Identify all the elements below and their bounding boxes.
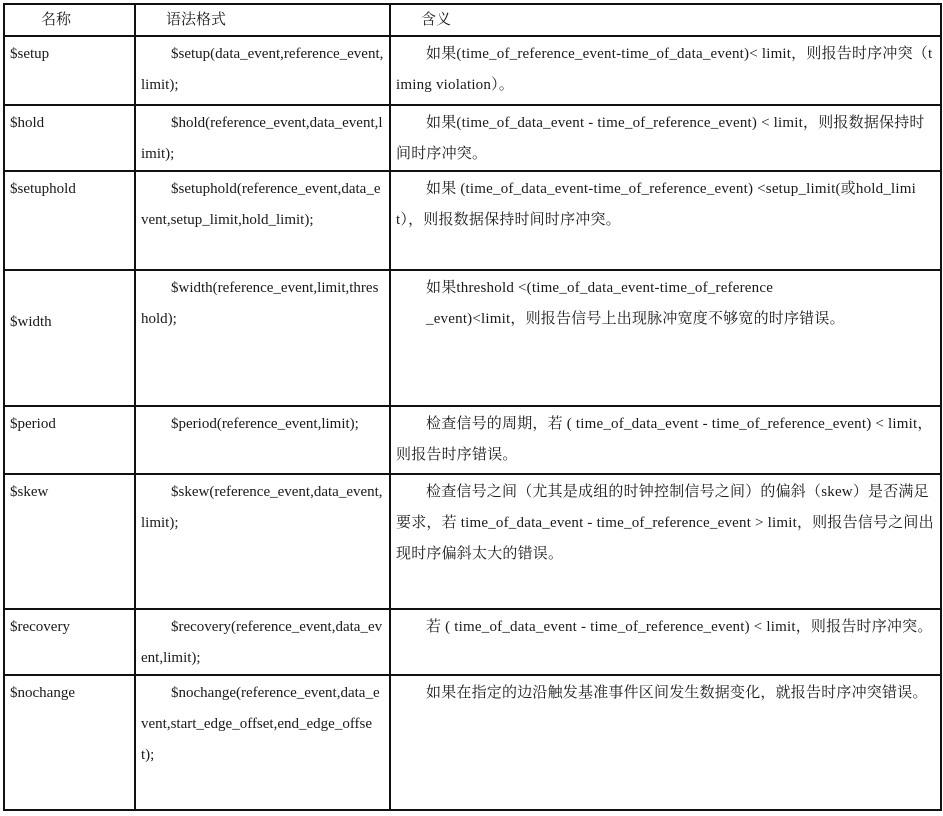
row-syntax: [135, 36, 390, 105]
table-row: [4, 270, 941, 406]
header-syntax: 语法格式: [135, 4, 390, 36]
table-row: [4, 406, 941, 474]
table-header-row: [4, 4, 941, 36]
syntax-text: $hold(reference_event,data_event,limit);: [141, 115, 383, 162]
header-meaning: 含义: [390, 4, 941, 36]
syntax-text: $recovery(reference_event,data_event,limit);: [141, 619, 383, 666]
meaning-text: 若 ( time_of_data_event - time_of_reference_event) < limit，则报告时序冲突。: [426, 619, 933, 635]
meaning-line-1: 如果threshold <(time_of_data_event-time_of_reference: [426, 280, 774, 296]
meaning-text: 如果在指定的边沿触发基准事件区间发生数据变化，就报告时序冲突错误。: [426, 685, 928, 701]
table-row: [4, 171, 941, 270]
row-name: $setup: [4, 36, 135, 105]
row-meaning: [390, 270, 941, 406]
table-row: [4, 675, 941, 810]
row-syntax: [135, 171, 390, 270]
row-name: $skew: [4, 474, 135, 609]
row-syntax: [135, 105, 390, 171]
timing-check-table: [3, 3, 942, 811]
row-meaning: [390, 171, 941, 270]
table-row: [4, 609, 941, 675]
syntax-text: $setup(data_event,reference_event,limit);: [141, 46, 384, 93]
row-name: $recovery: [4, 609, 135, 675]
row-syntax: [135, 474, 390, 609]
row-syntax: [135, 270, 390, 406]
row-syntax: [135, 609, 390, 675]
meaning-text: 如果(time_of_reference_event-time_of_data_event)< limit，则报告时序冲突（timing violation）。: [396, 46, 933, 93]
row-meaning: [390, 105, 941, 171]
row-meaning: [390, 675, 941, 810]
row-meaning: [390, 406, 941, 474]
syntax-text: $width(reference_event,limit,threshold);: [141, 280, 379, 327]
row-syntax: [135, 675, 390, 810]
row-syntax: [135, 406, 390, 474]
syntax-text: $nochange(reference_event,data_event,start_edge_offset,end_edge_offset);: [141, 685, 380, 763]
meaning-text: 检查信号之间（尤其是成组的时钟控制信号之间）的偏斜（skew）是否满足要求，若 time_of_data_event - time_of_reference_event > limit，则报告信号之间出现时序偏斜太大的错误。: [396, 484, 934, 562]
row-name: $setuphold: [4, 171, 135, 270]
row-name: $width: [4, 270, 135, 406]
row-meaning: [390, 474, 941, 609]
table-row: [4, 105, 941, 171]
syntax-text: $setuphold(reference_event,data_event,setup_limit,hold_limit);: [141, 181, 381, 228]
meaning-text: 检查信号的周期，若 ( time_of_data_event - time_of_reference_event) < limit，则报告时序错误。: [396, 416, 933, 463]
row-meaning: [390, 36, 941, 105]
meaning-text: 如果(time_of_data_event - time_of_reference_event) < limit，则报数据保持时间时序冲突。: [396, 115, 925, 162]
table-row: [4, 474, 941, 609]
meaning-line-2: _event)<limit，则报告信号上出现脉冲宽度不够宽的时序错误。: [426, 311, 845, 327]
syntax-text: $skew(reference_event,data_event,limit);: [141, 484, 383, 531]
syntax-text: $period(reference_event,limit);: [171, 416, 359, 432]
row-name: $nochange: [4, 675, 135, 810]
row-meaning: [390, 609, 941, 675]
table-row: [4, 36, 941, 105]
meaning-text: 如果 (time_of_data_event-time_of_reference_event) <setup_limit(或hold_limit），则报数据保持时间时序冲突。: [396, 181, 917, 228]
header-name: 名称: [4, 4, 135, 36]
row-name: $period: [4, 406, 135, 474]
row-name: $hold: [4, 105, 135, 171]
